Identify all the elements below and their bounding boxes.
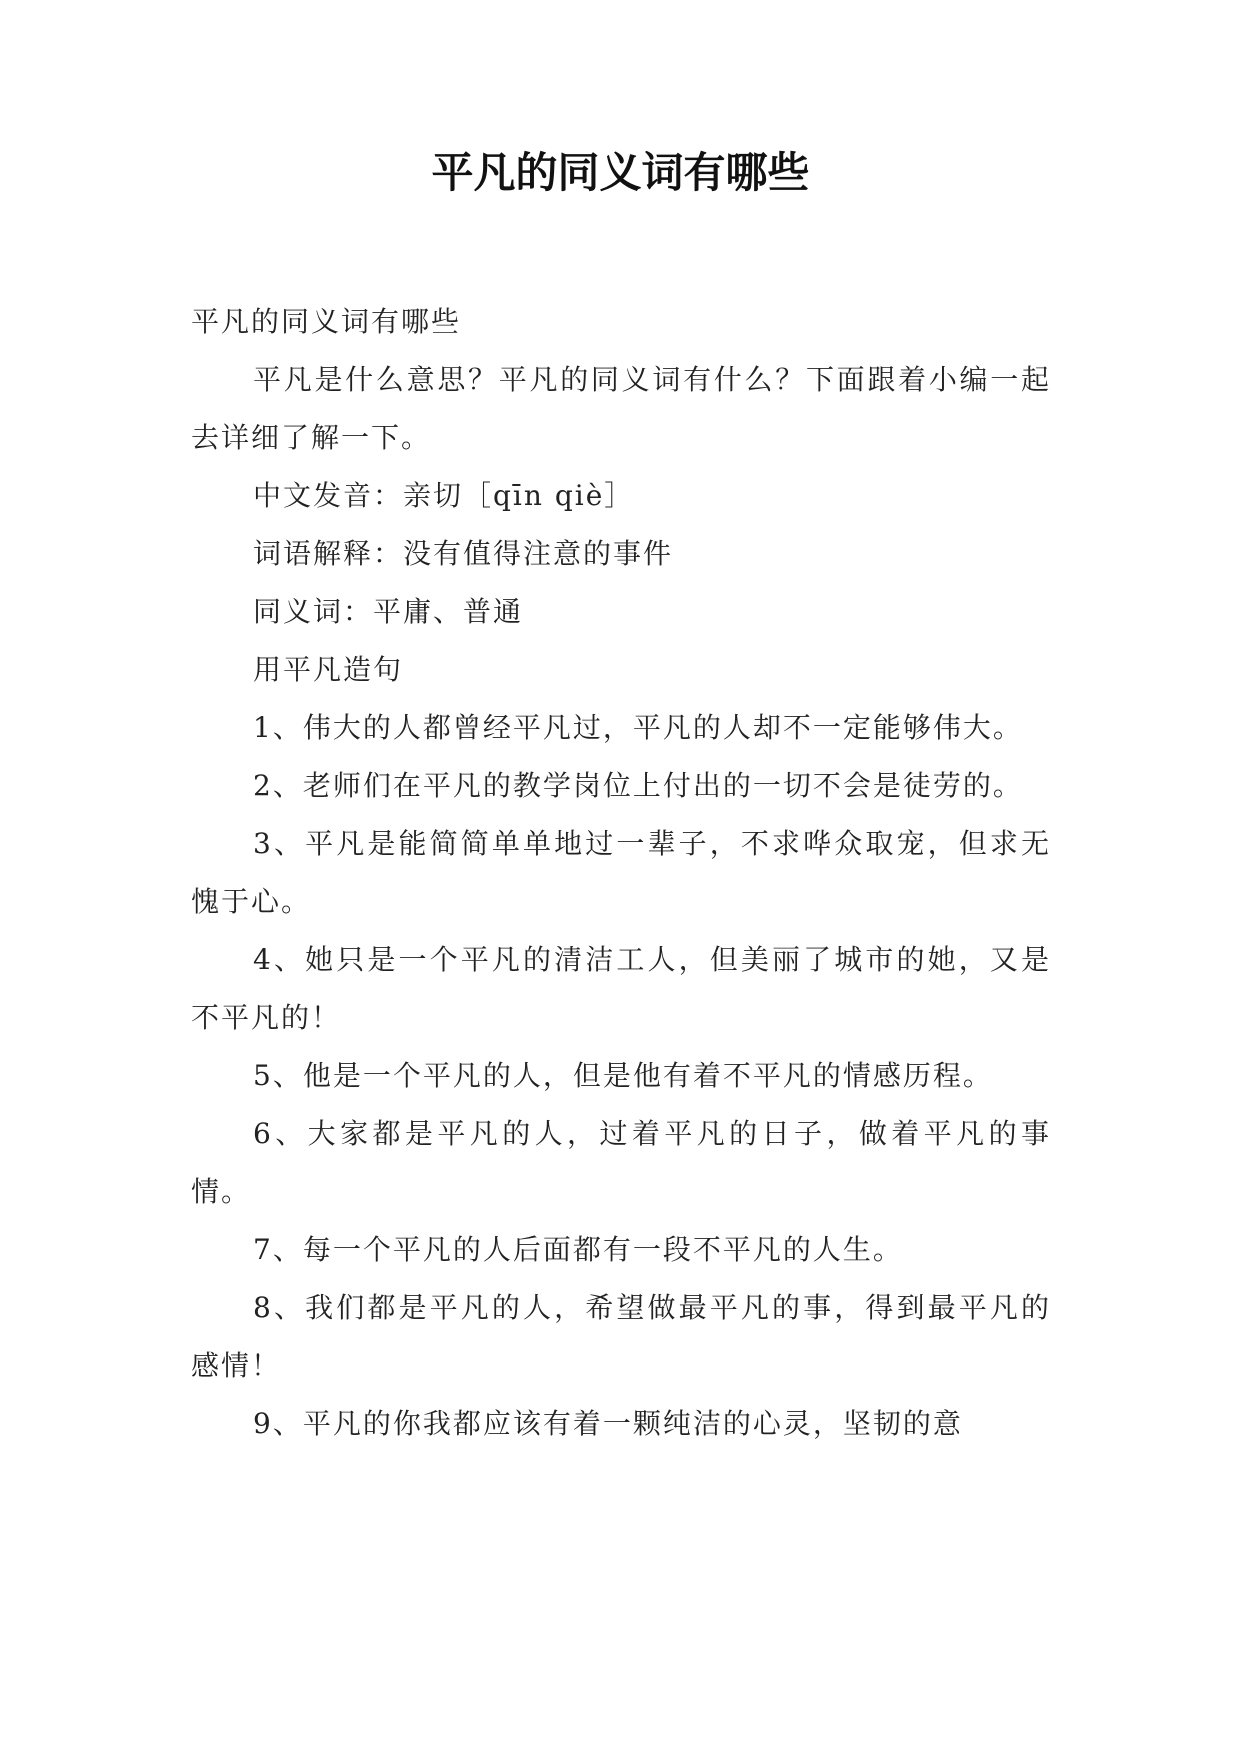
sentences-heading: 用平凡造句 <box>253 653 404 686</box>
explanation-paragraph: 词语解释：没有值得注意的事件 <box>253 537 674 570</box>
intro-paragraph: 平凡是什么意思？平凡的同义词有什么？下面跟着小编一起去详细了解一下。 <box>191 363 1051 454</box>
subtitle-paragraph: 平凡的同义词有哪些 <box>191 305 462 338</box>
synonyms-paragraph: 同义词：平庸、普通 <box>253 595 524 628</box>
document-body <box>191 293 1051 1453</box>
sentence-item: 5、他是一个平凡的人，但是他有着不平凡的情感历程。 <box>253 1059 993 1092</box>
sentence-item: 8、我们都是平凡的人，希望做最平凡的事，得到最平凡的感情！ <box>191 1291 1051 1382</box>
sentence-item: 4、她只是一个平凡的清洁工人，但美丽了城市的她，又是不平凡的！ <box>191 943 1051 1034</box>
pronunciation-paragraph: 中文发音：亲切［qīn qiè］ <box>253 479 635 512</box>
sentence-item: 2、老师们在平凡的教学岗位上付出的一切不会是徒劳的。 <box>253 769 1023 802</box>
sentence-item: 7、每一个平凡的人后面都有一段不平凡的人生。 <box>253 1233 903 1266</box>
sentence-item: 6、大家都是平凡的人，过着平凡的日子，做着平凡的事情。 <box>191 1117 1051 1208</box>
sentence-item: 1、伟大的人都曾经平凡过，平凡的人却不一定能够伟大。 <box>253 711 1023 744</box>
sentence-item: 9、平凡的你我都应该有着一颗纯洁的心灵，坚韧的意 <box>253 1407 963 1440</box>
document-title: 平凡的同义词有哪些 <box>431 148 810 197</box>
sentence-item: 3、平凡是能简简单单地过一辈子，不求哗众取宠，但求无愧于心。 <box>191 827 1051 918</box>
